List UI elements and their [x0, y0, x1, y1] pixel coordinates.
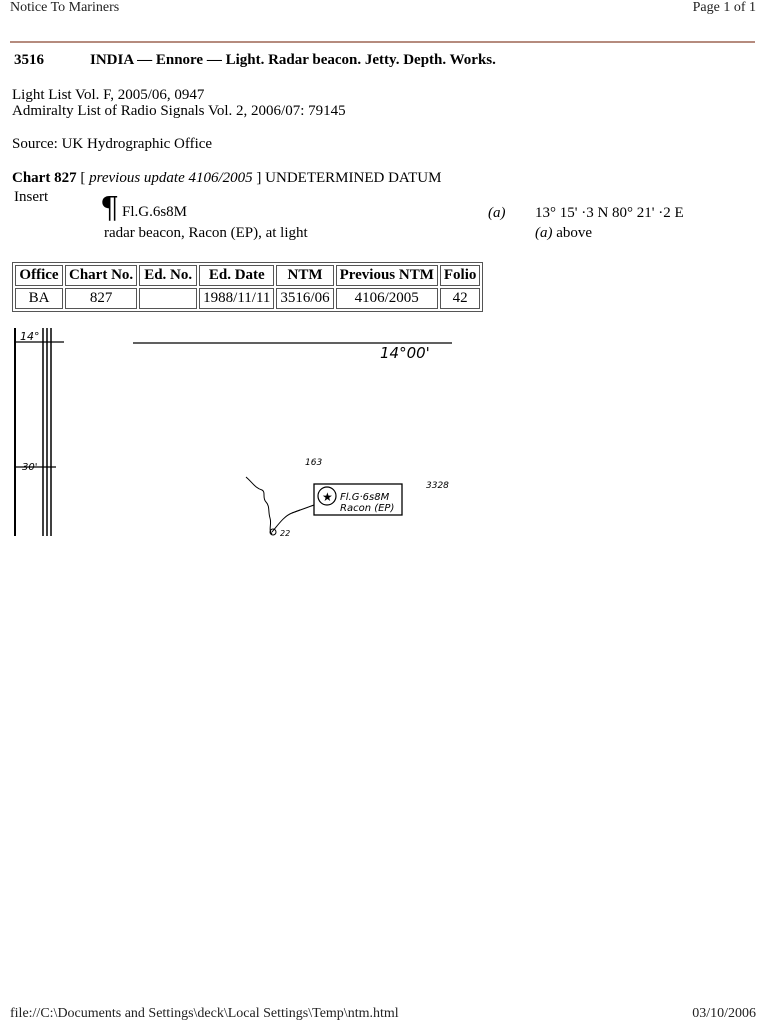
parallel-label: 14°00'	[380, 344, 430, 362]
lat-label-mid: 30'	[22, 462, 38, 473]
light-characteristic: Fl.G.6s8M	[122, 204, 188, 220]
light-annotation-line1: Fl.G·6s8M	[340, 492, 390, 503]
cell-ed-date: 1988/11/11	[199, 288, 274, 309]
page-count: Page 1 of 1	[692, 0, 756, 15]
col-chart-no: Chart No.	[65, 265, 137, 286]
previous-update: previous update 4106/2005	[89, 170, 253, 186]
insert-label: Insert	[14, 189, 49, 205]
col-ed-no: Ed. No.	[139, 265, 197, 286]
depth-sounding-b: 3328	[426, 481, 449, 491]
chart-block-sketch	[0, 320, 768, 536]
ref2-text: above	[556, 225, 593, 241]
table-header-row	[15, 265, 480, 286]
light-list-ref: Light List Vol. F, 2005/06, 0947	[12, 87, 205, 103]
position-ref-above	[535, 225, 592, 242]
depth-sounding-a: 163	[305, 458, 323, 468]
col-previous-ntm: Previous NTM	[336, 265, 438, 286]
cut-off-text: 22	[280, 529, 291, 536]
source-line: Source: UK Hydrographic Office	[12, 136, 213, 152]
footer-file-path: file://C:\Documents and Settings\deck\Local Settings\Temp\ntm.html	[10, 1006, 399, 1021]
col-ed-date: Ed. Date	[199, 265, 274, 286]
light-star-icon: ★	[322, 490, 333, 504]
lat-label-top: 14°	[20, 330, 40, 343]
table-row	[15, 288, 480, 309]
notice-number: 3516	[14, 52, 44, 68]
browser-header-title: Notice To Mariners	[10, 0, 120, 15]
radar-beacon-description: radar beacon, Racon (EP), at light	[104, 225, 308, 241]
light-annotation-line2: Racon (EP)	[340, 503, 395, 514]
ref2-mark: (a)	[535, 225, 553, 241]
leader-line	[292, 505, 314, 513]
chart-line	[12, 170, 441, 187]
cell-ntm: 3516/06	[276, 288, 333, 309]
bracket-close: ]	[256, 170, 262, 186]
chart-label: Chart 827	[12, 170, 77, 186]
footer-date: 03/10/2006	[692, 1006, 756, 1021]
edition-table	[12, 262, 483, 312]
position-ref: (a)	[488, 205, 506, 221]
cell-chart-no: 827	[65, 288, 137, 309]
datum: UNDETERMINED DATUM	[265, 170, 442, 186]
header-divider	[10, 41, 755, 43]
position-coordinates: 13° 15' ·3 N 80° 21' ·2 E	[535, 205, 684, 221]
col-ntm: NTM	[276, 265, 333, 286]
bracket-open: [	[80, 170, 86, 186]
cell-ed-no	[139, 288, 197, 309]
cell-office: BA	[15, 288, 63, 309]
coastline-path	[246, 477, 272, 534]
cell-previous-ntm: 4106/2005	[336, 288, 438, 309]
radio-signals-ref: Admiralty List of Radio Signals Vol. 2, 2006/07: 79145	[12, 103, 346, 119]
cell-folio: 42	[440, 288, 481, 309]
col-office: Office	[15, 265, 63, 286]
col-folio: Folio	[440, 265, 481, 286]
notice-title: INDIA — Ennore — Light. Radar beacon. Jetty. Depth. Works.	[90, 52, 496, 68]
light-symbol-icon: ¶	[100, 191, 120, 226]
